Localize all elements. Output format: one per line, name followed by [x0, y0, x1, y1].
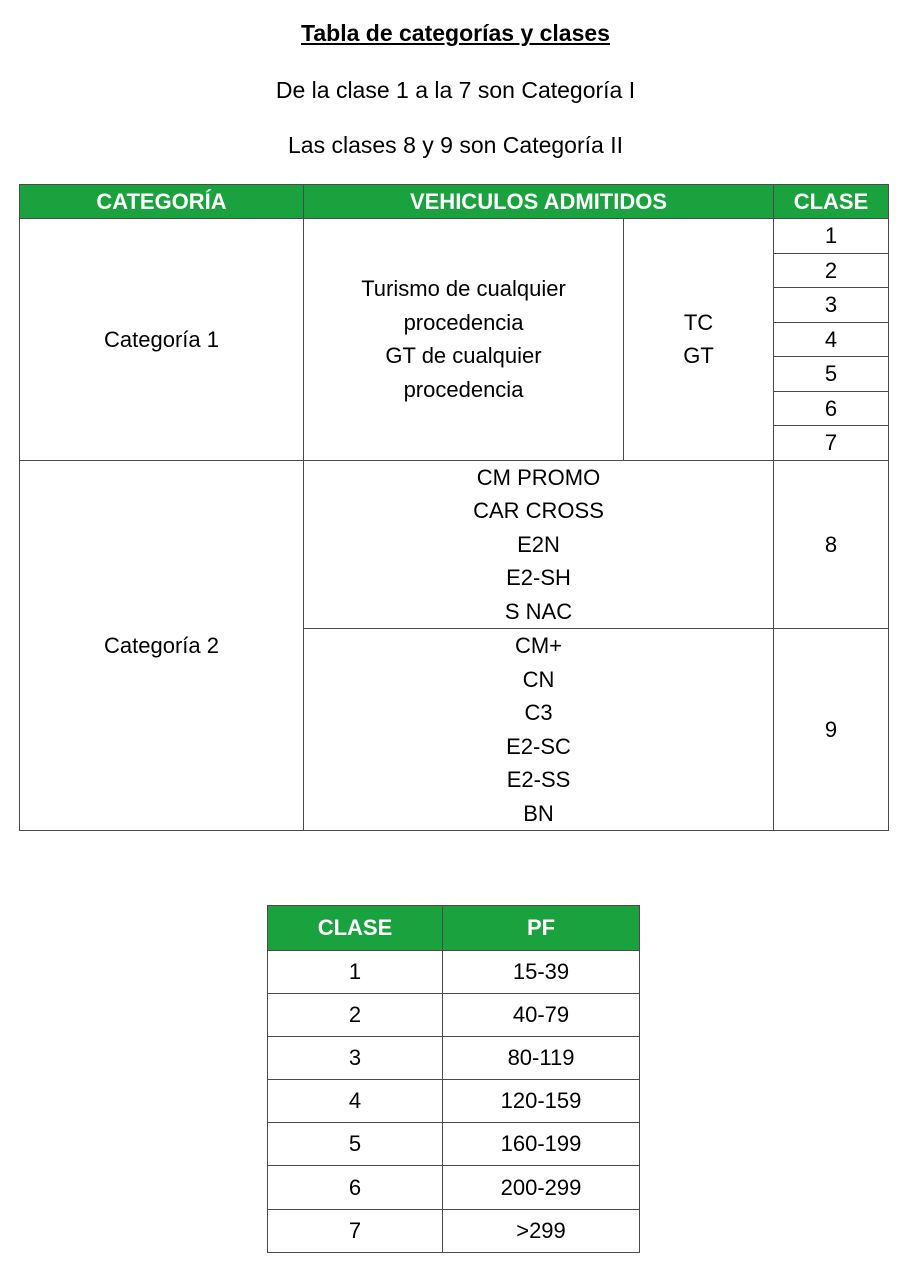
- vehicle-line: Turismo de cualquier: [361, 276, 566, 302]
- table-row: [268, 1037, 640, 1080]
- table-row: [268, 1166, 640, 1209]
- vehicle-line: GT de cualquier: [385, 343, 542, 369]
- clase-cell: 5: [268, 1123, 443, 1166]
- table-row: [20, 219, 889, 254]
- categoria-1-cell: Categoría 1: [20, 219, 304, 461]
- table-row: [268, 1209, 640, 1252]
- categories-header-row: [20, 185, 889, 219]
- clase-cell: 4: [774, 322, 889, 357]
- vehicle-line: C3: [524, 700, 553, 725]
- vehicle-line: procedencia: [403, 309, 524, 335]
- clase-cell: 6: [268, 1166, 443, 1209]
- clase-cell: 4: [268, 1080, 443, 1123]
- vehicle-line: E2-SS: [506, 767, 571, 792]
- vehicle-line: E2N: [517, 531, 560, 557]
- header-clase: CLASE: [268, 906, 443, 951]
- header-vehiculos: VEHICULOS ADMITIDOS: [304, 185, 774, 219]
- code-line: TC: [683, 309, 714, 335]
- header-clase: CLASE: [774, 185, 889, 219]
- categoria-1-vehicles: [304, 219, 624, 461]
- table-row: [268, 1123, 640, 1166]
- pf-cell: 120-159: [443, 1080, 640, 1123]
- vehicle-line: procedencia: [403, 376, 524, 402]
- table-row: [20, 460, 889, 629]
- vehicle-line: CM+: [514, 633, 563, 658]
- vehicle-line: CM PROMO: [476, 464, 601, 490]
- note-categoria-1: De la clase 1 a la 7 son Categoría I: [275, 77, 636, 103]
- clase-cell: 8: [774, 460, 889, 629]
- vehicle-line: E2-SH: [506, 565, 571, 590]
- clase-8-vehicles: [304, 460, 774, 629]
- clase-cell: 7: [774, 426, 889, 461]
- pf-header-row: [268, 906, 640, 951]
- header-pf: PF: [443, 906, 640, 951]
- clase-cell: 3: [268, 1037, 443, 1080]
- pf-cell: 80-119: [443, 1037, 640, 1080]
- clase-cell: 5: [774, 357, 889, 392]
- vehicle-line: S NAC: [504, 598, 573, 624]
- clase-cell: 7: [268, 1209, 443, 1252]
- categoria-1-codes: [624, 219, 774, 461]
- pf-cell: 40-79: [443, 994, 640, 1037]
- pf-cell: 200-299: [443, 1166, 640, 1209]
- vehicle-line: CAR CROSS: [473, 498, 604, 523]
- note-categoria-2: Las clases 8 y 9 son Categoría II: [288, 132, 623, 158]
- clase-cell: 9: [774, 629, 889, 831]
- clase-cell: 1: [774, 219, 889, 254]
- pf-cell: 160-199: [443, 1123, 640, 1166]
- pf-cell: >299: [443, 1209, 640, 1252]
- vehicle-line: BN: [523, 800, 554, 826]
- clase-cell: 2: [774, 253, 889, 288]
- clase-cell: 3: [774, 288, 889, 323]
- clase-cell: 6: [774, 391, 889, 426]
- clase-cell: 2: [268, 994, 443, 1037]
- vehicle-line: CN: [522, 666, 555, 692]
- categoria-2-cell: Categoría 2: [20, 460, 304, 831]
- code-line: GT: [683, 343, 714, 369]
- clase-cell: 1: [268, 951, 443, 994]
- categories-table: [19, 184, 889, 831]
- pf-table: [267, 905, 640, 1253]
- pf-cell: 15-39: [443, 951, 640, 994]
- clase-9-vehicles: [304, 629, 774, 831]
- table-row: [268, 994, 640, 1037]
- table-row: [268, 951, 640, 994]
- vehicle-line: E2-SC: [506, 733, 571, 759]
- table-row: [268, 1080, 640, 1123]
- page-title: Tabla de categorías y clases: [301, 20, 610, 46]
- header-categoria: CATEGORÍA: [20, 185, 304, 219]
